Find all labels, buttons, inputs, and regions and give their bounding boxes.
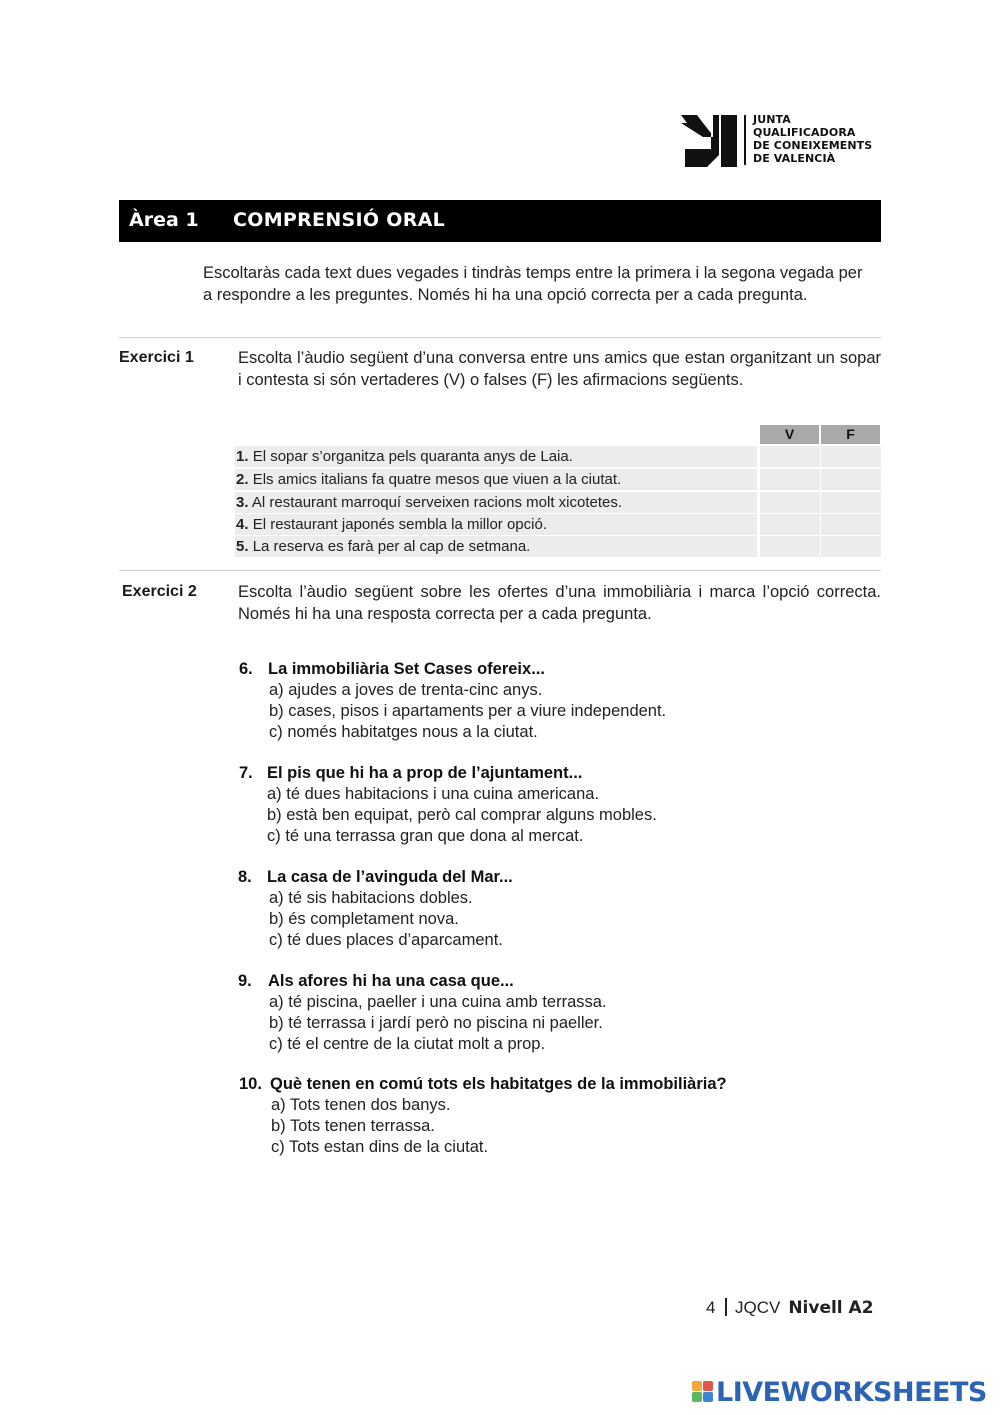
question-7	[239, 763, 657, 847]
column-f-header: F	[821, 425, 880, 444]
question-title: 9. Als afores hi ha una casa que...	[238, 972, 514, 990]
logo-divider	[744, 115, 746, 165]
exercise1-label: Exercici 1	[119, 349, 194, 366]
statement-row	[235, 536, 881, 557]
option-b[interactable]: b) és completament nova.	[269, 910, 459, 928]
jqcv-logo	[681, 113, 891, 168]
exercise2-label: Exercici 2	[122, 583, 197, 600]
answer-f-cell[interactable]	[821, 469, 881, 490]
answer-v-cell[interactable]	[760, 514, 820, 535]
option-c[interactable]: c) Tots estan dins de la ciutat.	[271, 1138, 489, 1156]
option-c[interactable]: c) té una terrassa gran que dona al mercat.	[267, 827, 584, 845]
page-number: 4	[706, 1298, 716, 1317]
question-title: 8. La casa de l’avinguda del Mar...	[238, 868, 513, 886]
exercise2-instructions: Escolta l’àudio següent sobre les ofertes d’una immobiliària i marca l’opció correcta. Només hi ha una resposta correcta per a cada pregunta.	[238, 583, 881, 623]
statement-text: 5. La reserva es farà per al cap de setmana.	[235, 536, 757, 557]
statement-row	[235, 469, 881, 490]
divider	[119, 337, 881, 338]
option-b[interactable]: b) cases, pisos i apartaments per a viure independent.	[269, 702, 667, 720]
option-a[interactable]: a) ajudes a joves de trenta-cinc anys.	[269, 681, 543, 699]
liveworksheets-brand: LIVEWORKSHEETS	[716, 1377, 987, 1408]
answer-v-cell[interactable]	[760, 536, 820, 557]
answer-f-cell[interactable]	[821, 536, 881, 557]
option-c[interactable]: c) només habitatges nous a la ciutat.	[269, 723, 538, 741]
statement-text: 2. Els amics italians fa quatre mesos que viuen a la ciutat.	[235, 469, 757, 490]
answer-v-cell[interactable]	[760, 446, 820, 467]
option-a[interactable]: a) té piscina, paeller i una cuina amb terrassa.	[269, 993, 607, 1011]
footer-org: JQCV	[734, 1298, 781, 1317]
question-8	[238, 867, 513, 951]
exercise1-instructions: Escolta l’àudio següent d’una conversa entre uns amics que estan organitzant un sopar i contesta si són vertaderes (V) o falses (F) les afirmacions següents.	[238, 349, 881, 389]
statement-row	[235, 492, 881, 513]
area-header	[119, 200, 881, 242]
liveworksheets-logo-icon	[692, 1381, 714, 1403]
option-a[interactable]: a) té dues habitacions i una cuina americana.	[267, 785, 600, 803]
jqcv-logo-icon	[681, 113, 737, 167]
page-footer	[706, 1298, 874, 1318]
question-title: 7. El pis que hi ha a prop de l’ajuntament...	[239, 764, 583, 782]
answer-f-cell[interactable]	[821, 492, 881, 513]
question-10	[239, 1074, 727, 1158]
option-c[interactable]: c) té dues places d’aparcament.	[269, 931, 503, 949]
answer-v-cell[interactable]	[760, 469, 820, 490]
statement-row	[235, 514, 881, 535]
intro-text: Escoltaràs cada text dues vegades i tindràs temps entre la primera i la segona vegada per a respondre a les preguntes. Només hi ha una opció correcta per a cada pregunta.	[203, 264, 863, 304]
question-6	[239, 659, 666, 743]
option-b[interactable]: b) està ben equipat, però cal comprar alguns mobles.	[267, 806, 657, 824]
question-9	[238, 971, 607, 1055]
question-title: 6. La immobiliària Set Cases ofereix...	[239, 660, 545, 678]
footer-level: Nivell A2	[788, 1298, 874, 1318]
option-c[interactable]: c) té el centre de la ciutat molt a prop.	[269, 1035, 546, 1053]
statement-text: 1. El sopar s’organitza pels quaranta anys de Laia.	[235, 446, 757, 467]
option-b[interactable]: b) Tots tenen terrassa.	[271, 1117, 435, 1135]
area-number: Àrea 1	[129, 209, 199, 231]
answer-f-cell[interactable]	[821, 514, 881, 535]
answer-f-cell[interactable]	[821, 446, 881, 467]
option-a[interactable]: a) té sis habitacions dobles.	[269, 889, 473, 907]
answer-v-cell[interactable]	[760, 492, 820, 513]
divider	[119, 570, 881, 571]
logo-text: JUNTA QUALIFICADORA DE CONEIXEMENTS DE VALENCIÀ	[753, 113, 873, 165]
option-b[interactable]: b) té terrassa i jardí però no piscina ni paeller.	[269, 1014, 603, 1032]
footer-divider	[725, 1298, 727, 1316]
statement-text: 3. Al restaurant marroquí serveixen racions molt xicotetes.	[235, 492, 757, 513]
area-title: COMPRENSIÓ ORAL	[233, 209, 446, 231]
option-a[interactable]: a) Tots tenen dos banys.	[271, 1096, 451, 1114]
statement-row	[235, 446, 881, 467]
question-title: 10. Què tenen en comú tots els habitatges de la immobiliària?	[239, 1075, 727, 1093]
statement-text: 4. El restaurant japonés sembla la millor opció.	[235, 514, 757, 535]
column-v-header: V	[760, 425, 819, 444]
